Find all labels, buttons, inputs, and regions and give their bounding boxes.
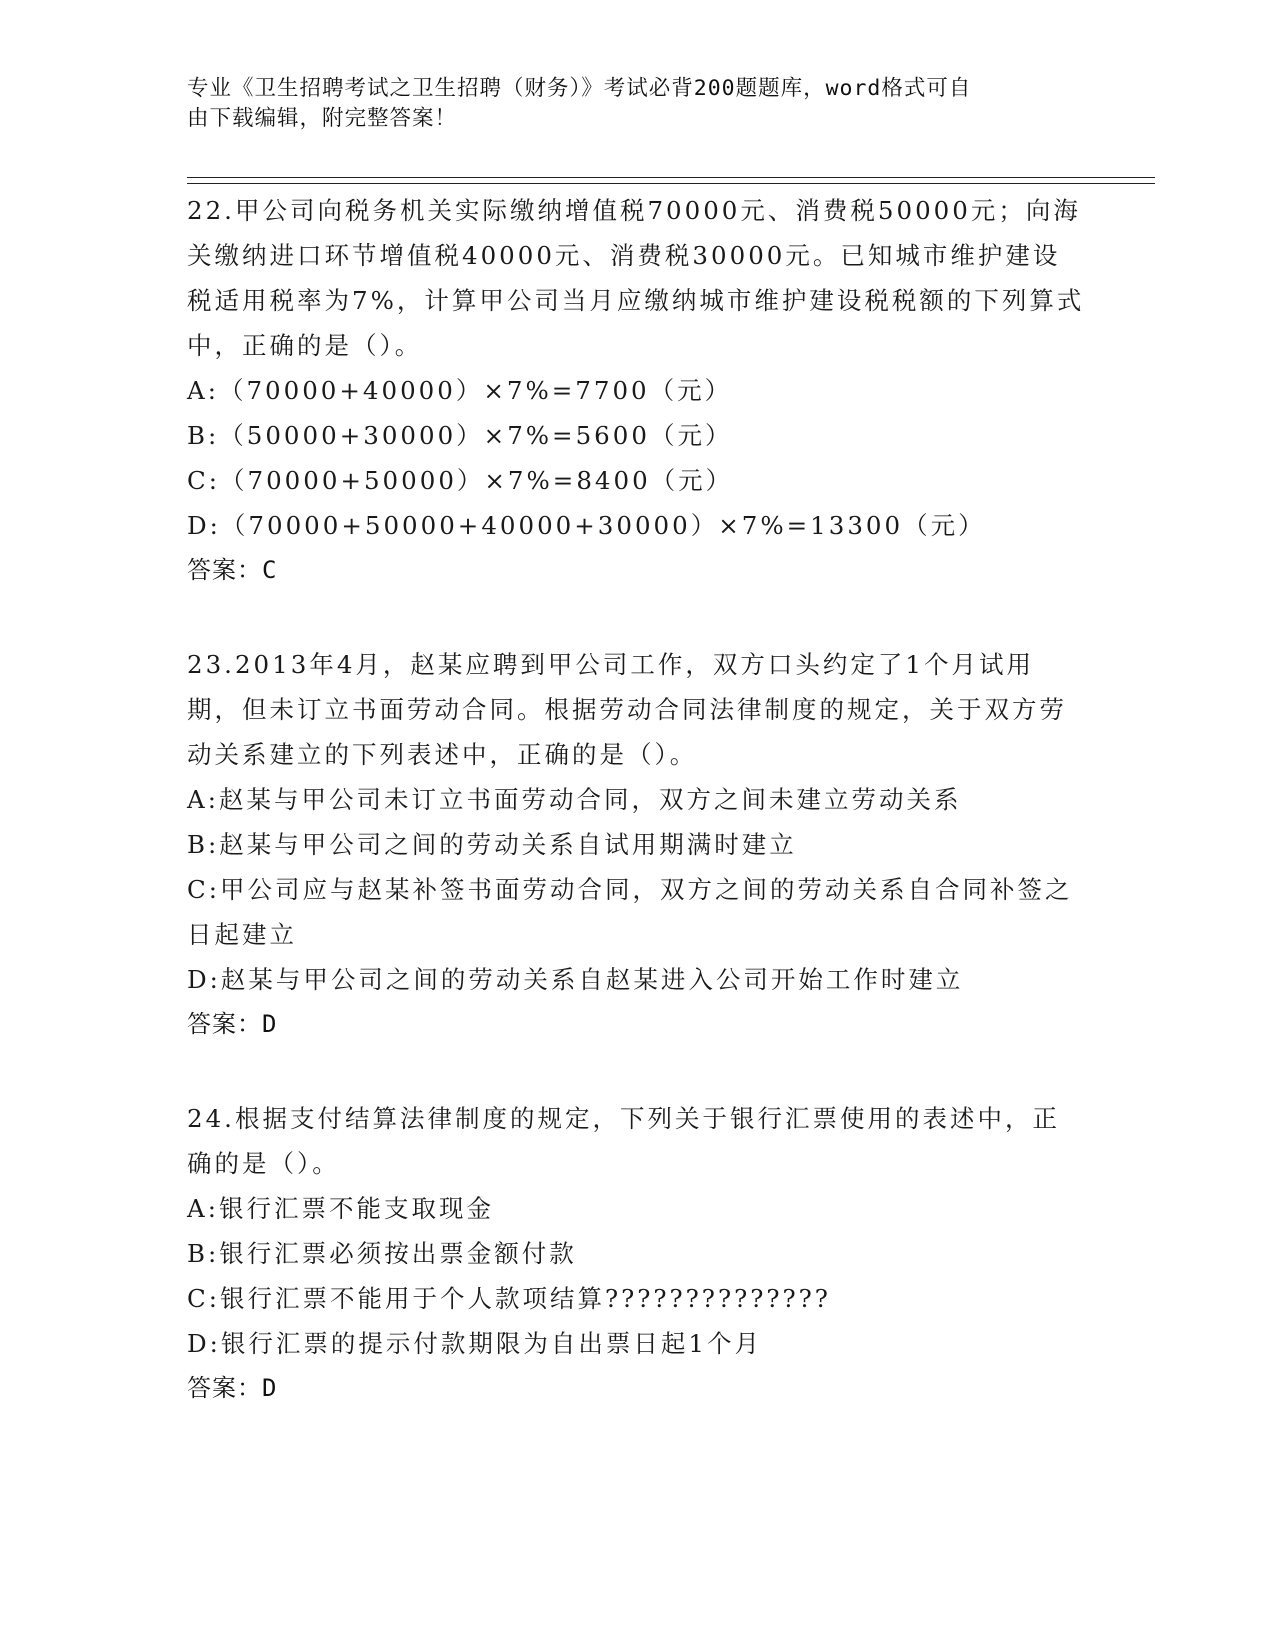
option-d: D:银行汇票的提示付款期限为自出票日起1个月 xyxy=(187,1329,762,1358)
option-c: C:（70000+50000）×7%=8400（元） xyxy=(187,466,734,495)
option-a: A:赵某与甲公司未订立书面劳动合同，双方之间未建立劳动关系 xyxy=(187,785,962,814)
option-c: C:银行汇票不能用于个人款项结算?????????????? xyxy=(187,1284,831,1313)
question-22 xyxy=(187,188,1087,593)
option-d: D:赵某与甲公司之间的劳动关系自赵某进入公司开始工作时建立 xyxy=(187,965,964,994)
option-b: B:银行汇票必须按出票金额付款 xyxy=(187,1239,577,1268)
question-stem: 22.甲公司向税务机关实际缴纳增值税70000元、消费税50000元；向海关缴纳进口环节增值税40000元、消费税30000元。已知城市维护建设税适用税率为7%，计算甲公司当月应缴纳城市维护建设税税额的下列算式中，正确的是（）。 xyxy=(187,196,1085,360)
question-stem: 23.2013年4月，赵某应聘到甲公司工作，双方口头约定了1个月试用期，但未订立书面劳动合同。根据劳动合同法律制度的规定，关于双方劳动关系建立的下列表述中，正确的是（）。 xyxy=(187,650,1067,769)
answer-label: 答案：C xyxy=(187,556,278,584)
header-divider-top xyxy=(187,177,1155,178)
header-divider-bottom xyxy=(187,183,1155,184)
option-d: D:（70000+50000+40000+30000）×7%=13300（元） xyxy=(187,511,986,540)
option-b: B:赵某与甲公司之间的劳动关系自试用期满时建立 xyxy=(187,830,797,859)
question-23 xyxy=(187,642,1087,1047)
answer-label: 答案：D xyxy=(187,1374,278,1402)
option-a: A:（70000+40000）×7%=7700（元） xyxy=(187,376,733,405)
answer-label: 答案：D xyxy=(187,1010,278,1038)
option-c: C:甲公司应与赵某补签书面劳动合同，双方之间的劳动关系自合同补签之日起建立 xyxy=(187,875,1073,949)
question-24 xyxy=(187,1096,1087,1411)
question-stem: 24.根据支付结算法律制度的规定，下列关于银行汇票使用的表述中，正确的是（）。 xyxy=(187,1104,1060,1178)
option-b: B:（50000+30000）×7%=5600（元） xyxy=(187,421,733,450)
header-line-2: 由下载编辑，附完整答案！ xyxy=(187,106,458,131)
option-a: A:银行汇票不能支取现金 xyxy=(187,1194,494,1223)
document-header xyxy=(187,74,1067,134)
header-line-1: 专业《卫生招聘考试之卫生招聘（财务）》考试必背200题题库，word格式可自 xyxy=(187,76,972,101)
